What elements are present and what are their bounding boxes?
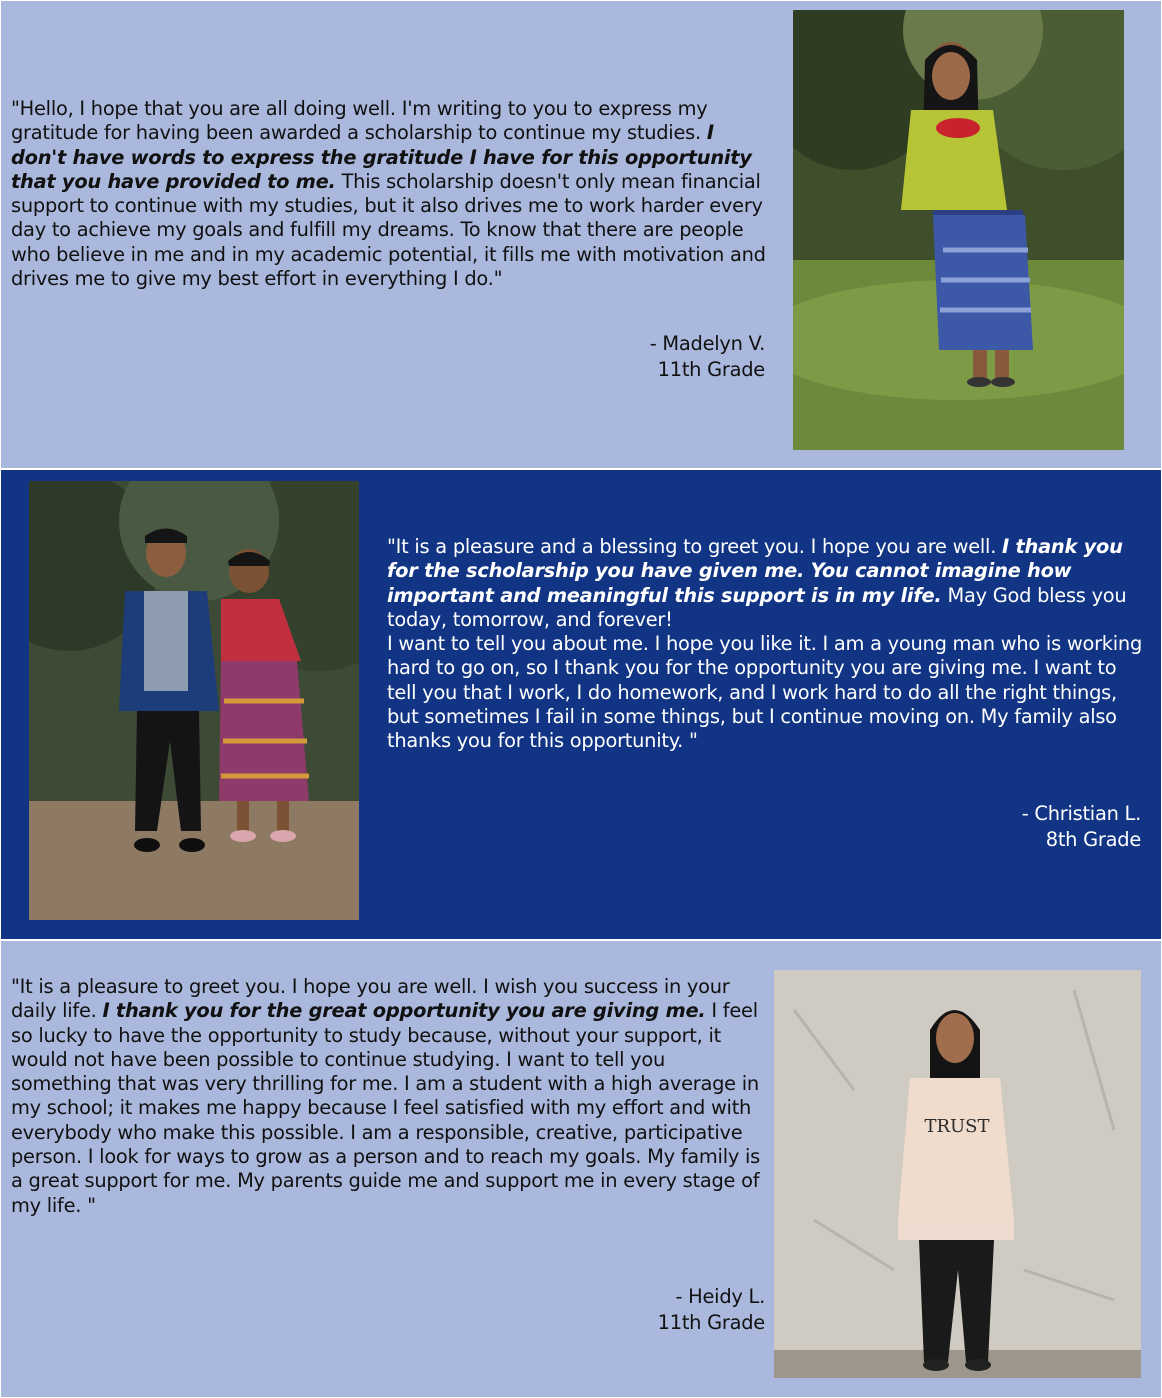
- student-photo-madelyn: [793, 10, 1124, 450]
- signature: [650, 331, 765, 383]
- quote-text: I want to tell you about me. I hope you like it. I am a young man who is working hard to go on, so I thank you for the opportunity you are giving me. I want to tell you that I work, I do homework, and I work hard to do all the right things, but sometimes I fail in some things, but I continue moving on. My family also thanks you for this opportunity. ": [387, 632, 1143, 753]
- testimonial-heidy: [1, 941, 1161, 1397]
- student-grade: 8th Grade: [1045, 828, 1141, 851]
- testimonial-quote: [11, 975, 769, 1218]
- testimonial-christian: [1, 470, 1161, 939]
- student-grade: 11th Grade: [657, 1311, 765, 1334]
- quote-text: "It is a pleasure to greet you. I hope you are well. I wish you success in your daily life.: [11, 975, 730, 1023]
- quote-emphasis: I thank you for the scholarship you have given me. You cannot imagine how important and meaningful this support is in my life.: [387, 535, 1123, 607]
- student-name: - Heidy L.: [675, 1285, 765, 1308]
- quote-emphasis: I thank you for the great opportunity you are giving me.: [102, 999, 706, 1023]
- quote-text: I feel so lucky to have the opportunity to study because, without your support, it would not have been possible to continue studying. I want to tell you something that was very thrilling for me. I am a student with a high average in my school; it makes me happy because I feel satisfied with my effort and with everybody who make this possible. I am a responsible, creative, participative person. I look for ways to grow as a person and to reach my goals. My family is a great support for me. My parents guide me and support me in every stage of my life. ": [11, 999, 760, 1217]
- quote-text: "Hello, I hope that you are all doing well. I'm writing to you to express my gratitude for having been awarded a scholarship to continue my studies.: [11, 97, 708, 145]
- student-name: - Madelyn V.: [649, 332, 765, 355]
- quote-text: "It is a pleasure and a blessing to greet you. I hope you are well.: [387, 535, 1003, 558]
- testimonial-madelyn: [1, 1, 1161, 468]
- quote-emphasis: I don't have words to express the gratitude I have for this opportunity that you have provided to me.: [11, 121, 752, 193]
- student-photo-christian: [29, 481, 359, 920]
- quote-text: This scholarship doesn't only mean financial support to continue with my studies, but it also drives me to work harder every day to achieve my goals and fulfill my dreams. To know that there are people who believe in me and in my academic potential, it fills me with motivation and drives me to give my best effort in everything I do.": [11, 169, 766, 291]
- signature: [658, 1284, 765, 1336]
- testimonial-quote: [11, 97, 771, 291]
- student-name: - Christian L.: [1021, 802, 1141, 825]
- shirt-print: TRUST: [924, 1116, 990, 1137]
- testimonial-quote: [387, 535, 1147, 754]
- quote-text: May God bless you today, tomorrow, and forever!: [387, 583, 1127, 631]
- student-photo-heidy: [774, 970, 1141, 1378]
- student-grade: 11th Grade: [657, 358, 765, 381]
- signature: [1022, 801, 1141, 853]
